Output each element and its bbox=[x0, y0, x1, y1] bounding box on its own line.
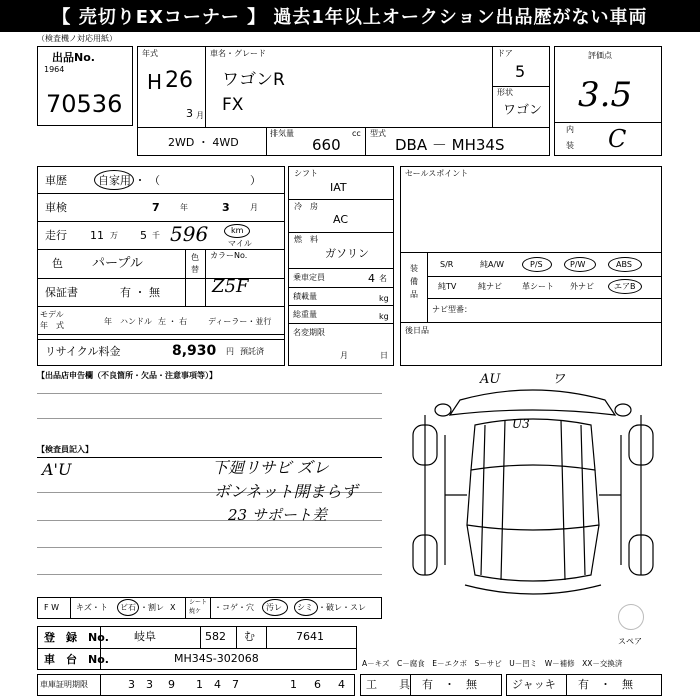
car-diagram bbox=[405, 372, 660, 605]
interior-value: C bbox=[608, 125, 627, 153]
damage-legend: A－キズ C－腐食 E－エクボ S－サビ U－凹ミ W－補修 XX－交換済 bbox=[362, 659, 623, 668]
interior-crack: ・割レ bbox=[140, 603, 164, 612]
equip-sr: S/R bbox=[440, 260, 454, 269]
cert-label: 車庫証明期限 bbox=[40, 680, 88, 689]
name-change-month: 月 bbox=[340, 351, 348, 360]
spare-circle bbox=[618, 604, 644, 630]
year-month-unit: 月 bbox=[196, 111, 204, 120]
ac-label: 冷 房 bbox=[294, 202, 318, 211]
displacement-unit: cc bbox=[352, 129, 361, 138]
interior-x: X bbox=[170, 603, 176, 612]
displacement-label: 排気量 bbox=[270, 129, 294, 138]
cert-v5: 4 bbox=[214, 678, 221, 691]
ac-value: AC bbox=[333, 213, 349, 226]
equip-leather: 革シート bbox=[522, 282, 554, 291]
cert-v4: 1 bbox=[196, 678, 203, 691]
year-value: 26 bbox=[165, 68, 193, 93]
capacity-unit: 名 bbox=[379, 274, 387, 283]
year-era: H bbox=[147, 70, 163, 94]
mileage-mile: マイル bbox=[228, 239, 252, 248]
cert-v9: 4 bbox=[338, 678, 345, 691]
equip-navi: 純ナビ bbox=[478, 282, 502, 291]
mileage-sen-unit: 千 bbox=[152, 231, 160, 240]
inspection-year-unit: 年 bbox=[180, 203, 188, 212]
navi-model-label: ナビ型番： bbox=[432, 305, 472, 314]
warranty-value: 有 ・ 無 bbox=[120, 286, 160, 299]
inspector-line-2: ボンネット開まらず bbox=[214, 482, 358, 501]
lot-number: 70536 bbox=[46, 90, 123, 118]
doors-label: ドア bbox=[497, 49, 513, 58]
name-label: 車名・グレード bbox=[210, 49, 266, 58]
equip-abs: ABS bbox=[616, 260, 632, 269]
jack-value: 有 ・ 無 bbox=[578, 678, 633, 691]
warranty-label: 保証書 bbox=[45, 286, 78, 299]
load-label: 積載量 bbox=[293, 292, 317, 301]
load-unit: kg bbox=[379, 294, 389, 303]
car-name: ワゴンR bbox=[222, 70, 285, 90]
diagram-mark-wa: ワ bbox=[552, 372, 566, 387]
model-label: 型式 bbox=[370, 129, 386, 138]
weight-label: 総重量 bbox=[293, 310, 317, 319]
shape-label: 形状 bbox=[497, 88, 513, 97]
recycle-unit: 円 bbox=[226, 347, 234, 356]
spare-label: スペア bbox=[618, 637, 642, 646]
inspector-left: A'U bbox=[42, 460, 72, 479]
registration-serial: 7641 bbox=[296, 630, 324, 643]
handle-label: ハンドル bbox=[120, 317, 152, 326]
model-year-label-2: 年 式 bbox=[40, 321, 64, 330]
tools-value: 有 ・ 無 bbox=[422, 678, 477, 691]
tools-label: 工 具 bbox=[366, 678, 410, 691]
color-change-1: 色 bbox=[191, 253, 199, 262]
capacity-value: 4 bbox=[368, 272, 375, 285]
registration-num: 582 bbox=[205, 630, 226, 643]
equip-ps: P/S bbox=[530, 260, 543, 269]
equip-tv: 純TV bbox=[438, 282, 457, 291]
car-grade: FX bbox=[222, 95, 244, 115]
after-label: 後日品 bbox=[405, 326, 429, 335]
weight-unit: kg bbox=[379, 312, 389, 321]
cert-v1: 3 bbox=[128, 678, 135, 691]
cert-v8: 6 bbox=[314, 678, 321, 691]
inspector-line-1: 下廻リサビ ズレ bbox=[212, 458, 329, 477]
year-label: 年式 bbox=[142, 49, 158, 58]
seller-notes-label: 【出品店申告欄（不良箇所・欠品・注意事項等）】 bbox=[37, 371, 217, 380]
interior-label-1: 内 bbox=[566, 125, 574, 134]
year-month: 3 bbox=[186, 107, 193, 120]
equip-airbag: エアB bbox=[614, 282, 636, 291]
diagram-mark-u3: U3 bbox=[512, 417, 530, 431]
mileage-km: km bbox=[231, 226, 244, 235]
recycle-note: 預託済 bbox=[240, 347, 264, 356]
name-change-label: 名変期限 bbox=[293, 328, 325, 337]
history-close: ） bbox=[250, 174, 261, 187]
recycle-label: リサイクル料金 bbox=[45, 345, 121, 358]
interior-koge: ・コゲ・穴 bbox=[214, 603, 254, 612]
lot-label: 出品No. bbox=[52, 51, 95, 64]
color-value: パープル bbox=[92, 256, 143, 271]
history-label: 車歴 bbox=[45, 174, 67, 187]
interior-stone: ビ石 bbox=[120, 603, 136, 612]
chassis-value: MH34S-302068 bbox=[174, 652, 259, 665]
model-year-label-1: モデル bbox=[40, 310, 64, 319]
subhead: （検査機ノ対応用紙） bbox=[37, 34, 117, 43]
history-circle bbox=[94, 170, 134, 190]
equipment-label: 装 備 品 bbox=[410, 264, 426, 299]
color-code: Z5F bbox=[212, 276, 249, 297]
info-block bbox=[37, 166, 285, 366]
color-code-label: カラーNo. bbox=[210, 251, 248, 260]
interior-label-2: 装 bbox=[566, 141, 574, 150]
recycle-value: 8,930 bbox=[172, 343, 217, 359]
sales-point-label: セールスポイント bbox=[405, 169, 469, 178]
color-label: 色 bbox=[52, 257, 63, 270]
history-options: 自家用 ・ （ bbox=[98, 174, 160, 187]
registration-pref: 岐阜 bbox=[134, 630, 156, 643]
cert-v7: 1 bbox=[290, 678, 297, 691]
mileage-label: 走行 bbox=[45, 229, 67, 242]
mileage-man: 11 bbox=[90, 229, 104, 242]
interior-kizu: キズ・ト bbox=[76, 603, 108, 612]
name-change-day: 日 bbox=[380, 351, 388, 360]
mileage-sen: 5 bbox=[140, 229, 147, 242]
registration-kana: む bbox=[244, 630, 255, 643]
interior-seat: シート bbox=[189, 599, 208, 606]
fuel-value: ガソリン bbox=[325, 247, 369, 260]
mileage-man-unit: 万 bbox=[110, 231, 118, 240]
inspection-month-unit: 月 bbox=[250, 203, 258, 212]
interior-stain: 汚レ bbox=[266, 603, 282, 612]
shape-value: ワゴン bbox=[503, 103, 543, 118]
model-year-unit: 年 bbox=[104, 317, 112, 326]
equip-pw: P/W bbox=[570, 260, 586, 269]
score-value: 3.5 bbox=[578, 75, 633, 115]
registration-label: 登 録 No. bbox=[44, 631, 109, 644]
model-value: DBA － MH34S bbox=[395, 136, 505, 154]
inspector-line-3: 23 サポート差 bbox=[228, 506, 327, 524]
interior-spot: シミ bbox=[297, 603, 313, 612]
diagram-mark-au: AU bbox=[480, 372, 501, 387]
fuel-label: 燃 料 bbox=[294, 235, 318, 244]
cert-v6: 7 bbox=[232, 678, 239, 691]
doors-value: 5 bbox=[515, 62, 526, 81]
inspection-month: 3 bbox=[222, 201, 230, 214]
equip-ext-navi: 外ナビ bbox=[570, 282, 594, 291]
equip-aw: 純A/W bbox=[480, 260, 505, 269]
dealer-label: ディーラー・並行 bbox=[208, 317, 272, 326]
shift-label: シフト bbox=[294, 169, 318, 178]
displacement-value: 660 bbox=[312, 136, 341, 154]
cert-v2: 3 bbox=[146, 678, 153, 691]
cert-v3: 9 bbox=[168, 678, 175, 691]
interior-fw: F W bbox=[44, 603, 60, 612]
handle-value: 左 ・ 右 bbox=[158, 317, 188, 326]
score-label: 評価点 bbox=[588, 51, 612, 60]
interior-burn: 焼ケ bbox=[189, 608, 202, 615]
banner-title: 【 売切りEXコーナー 】 過去1年以上オークション出品歴がない車両 bbox=[0, 0, 700, 32]
inspection-label: 車検 bbox=[45, 201, 67, 214]
jack-label: ジャッキ bbox=[512, 678, 556, 691]
drive-options: 2WD ・ 4WD bbox=[168, 136, 239, 149]
color-change-2: 替 bbox=[191, 265, 199, 274]
shift-value: IAT bbox=[330, 181, 347, 194]
inspector-label: 【検査員記入】 bbox=[37, 445, 93, 454]
inspection-year: 7 bbox=[152, 201, 160, 214]
chassis-label: 車 台 No. bbox=[44, 653, 109, 666]
lot-small: 1964 bbox=[44, 65, 65, 74]
mileage-hand: 596 bbox=[170, 222, 209, 246]
interior-tear: ・破レ・スレ bbox=[318, 603, 366, 612]
capacity-label: 乗車定員 bbox=[293, 273, 325, 282]
